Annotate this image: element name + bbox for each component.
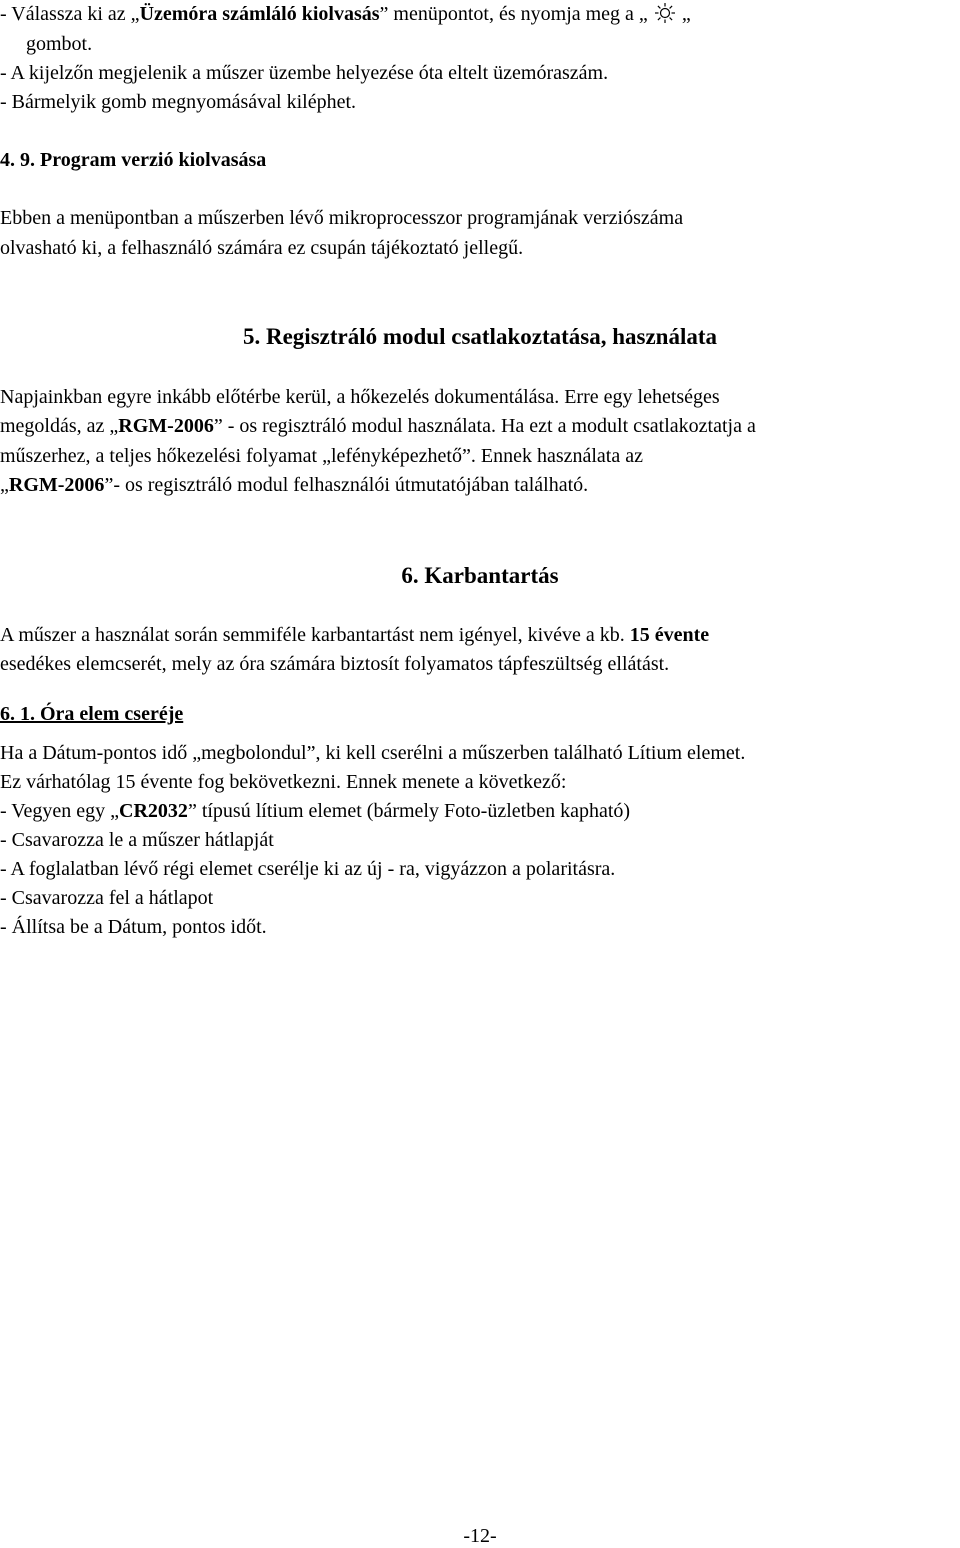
section-6-heading: 6. Karbantartás [401,563,559,588]
menu-step-line-3: - A kijelzőn megjelenik a műszer üzembe helyezése óta eltelt üzemóraszám. [0,62,609,84]
section-6-1-heading: 6. 1. Óra elem cseréje [0,703,184,725]
menu-step-line-4: - Bármelyik gomb megnyomásával kiléphet. [0,91,357,113]
section-4-9-text-2: olvasható ki, a felhasználó számára ez csupán tájékoztató jellegű. [0,237,524,259]
menu-step-line-1: - Válassza ki az „Üzemóra számláló kiolvasás” menüpontot, és nyomja meg a „ „ [0,3,691,25]
section-6-1-step-1: - Vegyen egy „CR2032” típusú lítium elemet (bármely Foto-üzletben kapható) [0,800,631,822]
sun-icon [654,2,676,24]
interval-highlight: 15 évente [629,624,710,646]
section-5-heading: 5. Regisztráló modul csatlakoztatása, használata [242,324,718,349]
section-6-text-2: esedékes elemcserét, mely az óra számára biztosít folyamatos tápfeszültség ellátást. [0,653,670,675]
menu-item-name: Üzemóra számláló kiolvasás [139,3,380,25]
section-5-text-4: „RGM-2006”- os regisztráló modul felhasználói útmutatójában található. [0,474,589,496]
section-6-1-text-1: Ha a Dátum-pontos idő „megbolondul”, ki kell cserélni a műszerben található Lítium elemet. [0,742,746,764]
battery-type: CR2032 [119,800,188,822]
section-6-text-1: A műszer a használat során semmiféle karbantartást nem igényel, kivéve a kb. 15 évente [0,624,710,646]
model-name: RGM-2006 [8,474,105,496]
section-5-text-1: Napjainkban egyre inkább előtérbe kerül, a hőkezelés dokumentálása. Erre egy lehetséges [0,386,720,408]
section-6-1-step-4: - Csavarozza fel a hátlapot [0,887,214,909]
section-6-1-heading-line [0,702,960,726]
menu-step-line-2: gombot. [26,33,93,55]
section-6-1-step-2: - Csavarozza le a műszer hátlapját [0,829,274,851]
section-4-9-text-1: Ebben a menüpontban a műszerben lévő mikroprocesszor programjának verziószáma [0,207,684,229]
model-name: RGM-2006 [118,415,214,437]
section-5-text-2: megoldás, az „RGM-2006” - os regisztráló modul használata. Ha ezt a modult csatlakoztatja a [0,415,756,437]
section-6-1-step-3: - A foglalatban lévő régi elemet cserélje ki az új - ra, vigyázzon a polaritásra. [0,858,616,880]
section-5-text-3: műszerhez, a teljes hőkezelési folyamat „lefényképezhető”. Ennek használata az [0,445,643,467]
section-6-1-text-2: Ez várhatólag 15 évente fog bekövetkezni. Ennek menete a következő: [0,771,567,793]
section-4-9-heading: 4. 9. Program verzió kiolvasása [0,149,267,171]
page-number: -12- [463,1525,497,1547]
section-6-1-step-5: - Állítsa be a Dátum, pontos időt. [0,916,267,938]
